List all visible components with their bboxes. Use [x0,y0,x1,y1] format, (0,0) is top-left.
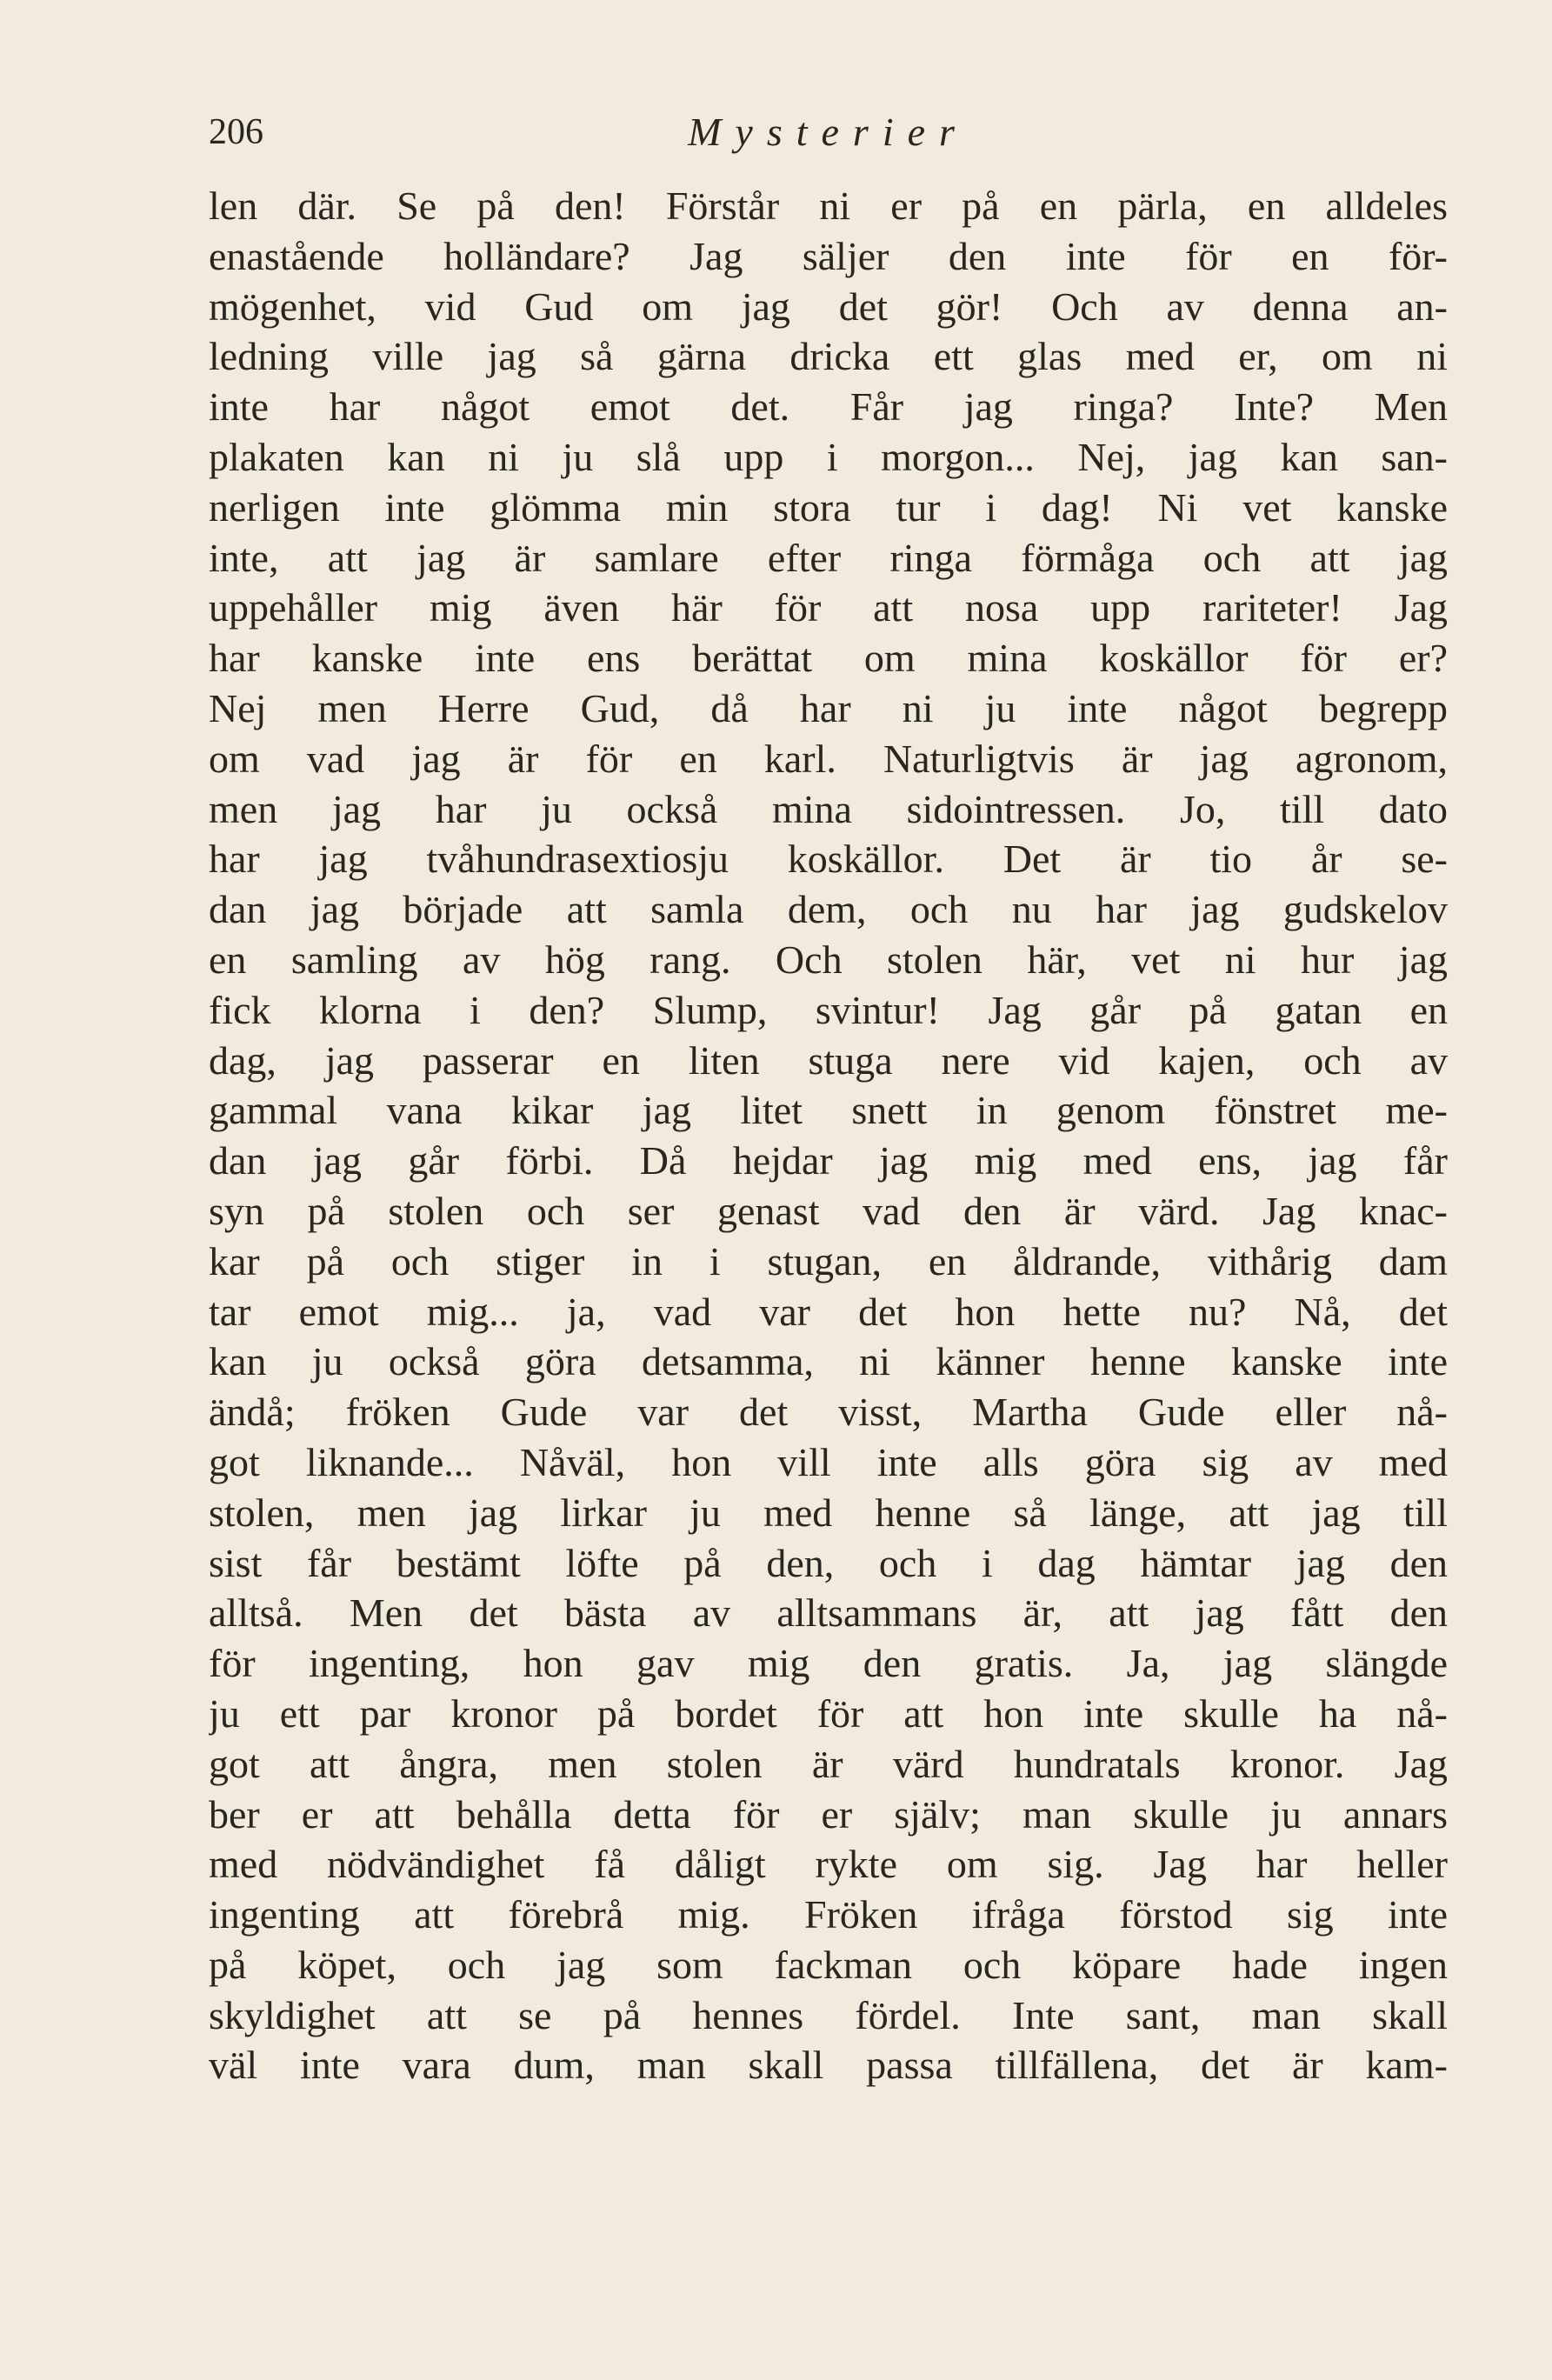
text-line: har kanske inte ens berättat om mina koskällor för er? [209,636,1448,681]
text-line: ju ett par kronor på bordet för att hon inte skulle ha nå- [209,1690,1448,1736]
text-line: en samling av hög rang. Och stolen här, vet ni hur jag [209,937,1448,982]
text-line: got liknande... Nåväl, hon vill inte alls göra sig av med [209,1439,1448,1484]
text-line: kar på och stiger in i stugan, en åldrande, vithårig dam [209,1238,1448,1283]
text-line: nerligen inte glömma min stora tur i dag! Ni vet kanske [209,484,1448,530]
text-line: dag, jag passerar en liten stuga nere vid kajen, och av [209,1037,1448,1083]
text-line: enastående holländare? Jag säljer den inte för en för- [209,233,1448,278]
text-line: ber er att behålla detta för er själv; man skulle ju annars [209,1791,1448,1837]
text-line: mögenhet, vid Gud om jag det gör! Och av denna an- [209,283,1448,329]
text-line: har jag tvåhundrasextiosju koskällor. Det är tio år se- [209,837,1448,882]
running-title: Mysterier [688,110,969,154]
text-line: ledning ville jag så gärna dricka ett glas med er, om ni [209,334,1448,379]
text-line: gammal vana kikar jag litet snett in genom fönstret me- [209,1088,1448,1133]
text-line: fick klorna i den? Slump, svintur! Jag går på gatan en [209,987,1448,1032]
page-number: 206 [209,112,263,152]
text-line: got att ångra, men stolen är värd hundratals kronor. Jag [209,1741,1448,1786]
text-line: på köpet, och jag som fackman och köpare hade ingen [209,1942,1448,1987]
text-line: stolen, men jag lirkar ju med henne så länge, att jag till [209,1490,1448,1535]
text-line: ändå; fröken Gude var det visst, Martha Gude eller nå- [209,1390,1448,1435]
text-line: för ingenting, hon gav mig den gratis. Ja, jag slängde [209,1641,1448,1686]
body-text [209,181,1448,2090]
text-line: plakaten kan ni ju slå upp i morgon... Nej, jag kan san- [209,434,1448,479]
text-line: len där. Se på den! Förstår ni er på en pärla, en alldeles [209,183,1448,228]
text-line: ingenting att förebrå mig. Fröken ifråga förstod sig inte [209,1892,1448,1937]
text-line: dan jag började att samla dem, och nu har jag gudskelov [209,887,1448,932]
text-line: skyldighet att se på hennes fördel. Inte sant, man skall [209,1992,1448,2037]
text-line: Nej men Herre Gud, då har ni ju inte något begrepp [209,685,1448,730]
text-line: med nödvändighet få dåligt rykte om sig. Jag har heller [209,1842,1448,1887]
text-line: väl inte vara dum, man skall passa tillfällena, det är kam- [209,2043,1448,2088]
text-line: uppehåller mig även här för att nosa upp rariteter! Jag [209,585,1448,630]
text-line: kan ju också göra detsamma, ni känner henne kanske inte [209,1339,1448,1384]
text-line: inte, att jag är samlare efter ringa förmåga och att jag [209,535,1448,580]
text-line: dan jag går förbi. Då hejdar jag mig med ens, jag får [209,1138,1448,1183]
text-line: tar emot mig... ja, vad var det hon hette nu? Nå, det [209,1289,1448,1334]
text-line: inte har något emot det. Får jag ringa? Inte? Men [209,384,1448,430]
text-line: syn på stolen och ser genast vad den är värd. Jag knac- [209,1188,1448,1233]
text-line: alltså. Men det bästa av alltsammans är, att jag fått den [209,1590,1448,1636]
text-line: men jag har ju också mina sidointressen. Jo, till dato [209,786,1448,831]
text-line: om vad jag är för en karl. Naturligtvis är jag agronom, [209,736,1448,781]
text-line: sist får bestämt löfte på den, och i dag hämtar jag den [209,1540,1448,1585]
page-header [209,106,1448,158]
